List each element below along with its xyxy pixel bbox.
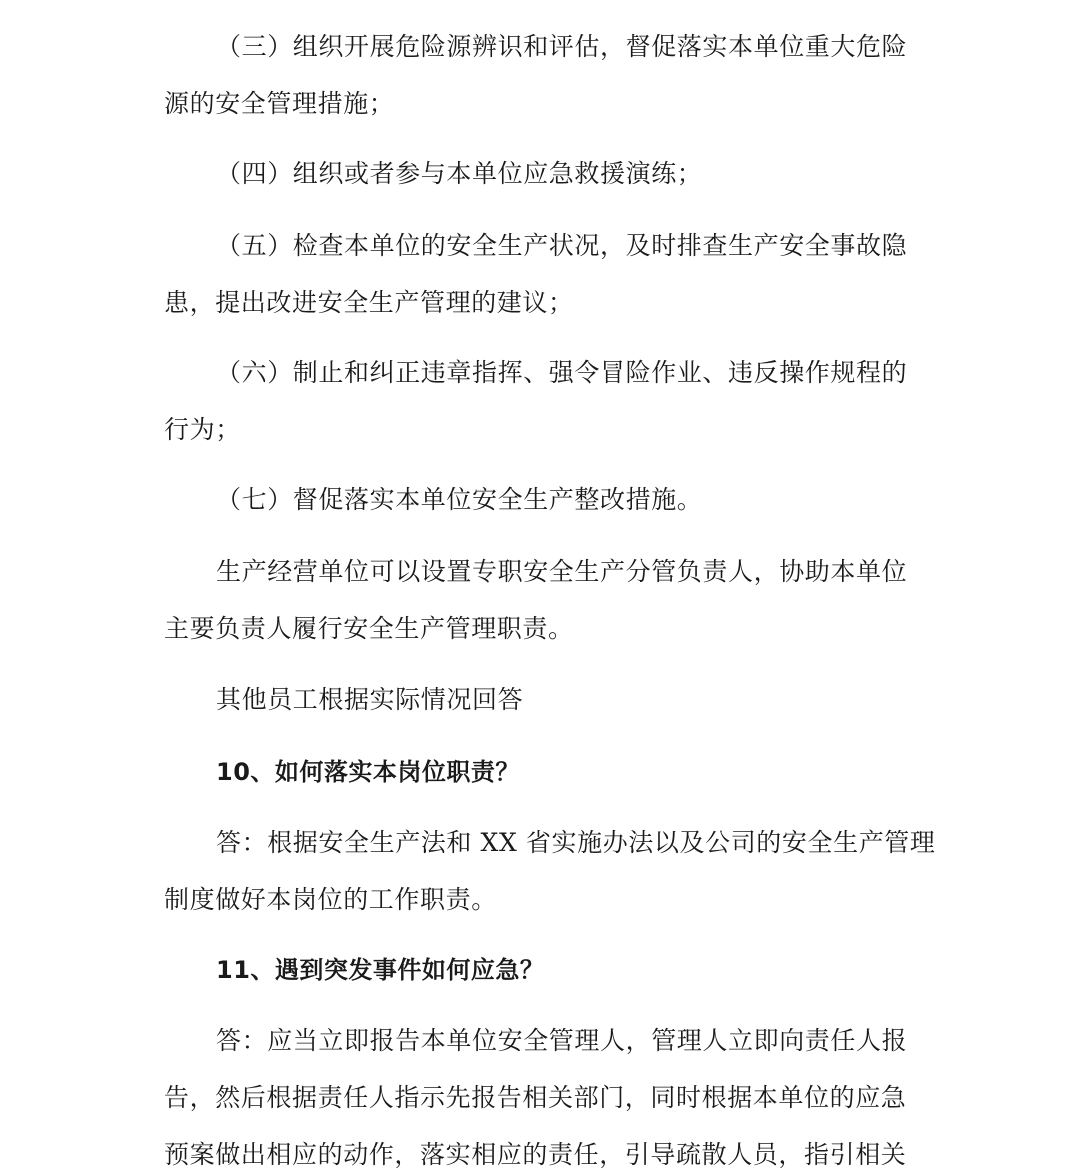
- answer-line-11-cont-1: 告，然后根据责任人指示先报告相关部门，同时根据本单位的应急: [164, 1083, 907, 1112]
- answer-line-10: 答：根据安全生产法和 XX 省实施办法以及公司的安全生产管理: [216, 828, 936, 857]
- paragraph-line-item-5-cont: 患，提出改进安全生产管理的建议；: [164, 288, 574, 317]
- paragraph-line-deputy: 生产经营单位可以设置专职安全生产分管负责人，协助本单位: [216, 557, 908, 586]
- paragraph-line-item-7: （七）督促落实本单位安全生产整改措施。: [216, 485, 703, 514]
- paragraph-line-item-5: （五）检查本单位的安全生产状况，及时排查生产安全事故隐: [216, 231, 908, 260]
- paragraph-line-item-6-cont: 行为；: [164, 415, 241, 444]
- paragraph-line-item-6: （六）制止和纠正违章指挥、强令冒险作业、违反操作规程的: [216, 358, 908, 387]
- question-heading-11: 11、遇到突发事件如何应急？: [216, 956, 545, 984]
- question-heading-10: 10、如何落实本岗位职责？: [216, 758, 520, 786]
- paragraph-line-item-3: （三）组织开展危险源辨识和评估，督促落实本单位重大危险: [216, 32, 908, 61]
- answer-line-11: 答：应当立即报告本单位安全管理人，管理人立即向责任人报: [216, 1026, 908, 1055]
- answer-line-10-cont: 制度做好本岗位的工作职责。: [164, 885, 497, 914]
- answer-line-11-cont-2: 预案做出相应的动作，落实相应的责任，引导疏散人员，指引相关: [164, 1140, 907, 1169]
- paragraph-line-item-3-cont: 源的安全管理措施；: [164, 89, 395, 118]
- paragraph-line-deputy-cont: 主要负责人履行安全生产管理职责。: [164, 614, 574, 643]
- paragraph-line-other-staff: 其他员工根据实际情况回答: [216, 685, 524, 714]
- paragraph-line-item-4: （四）组织或者参与本单位应急救援演练；: [216, 159, 703, 188]
